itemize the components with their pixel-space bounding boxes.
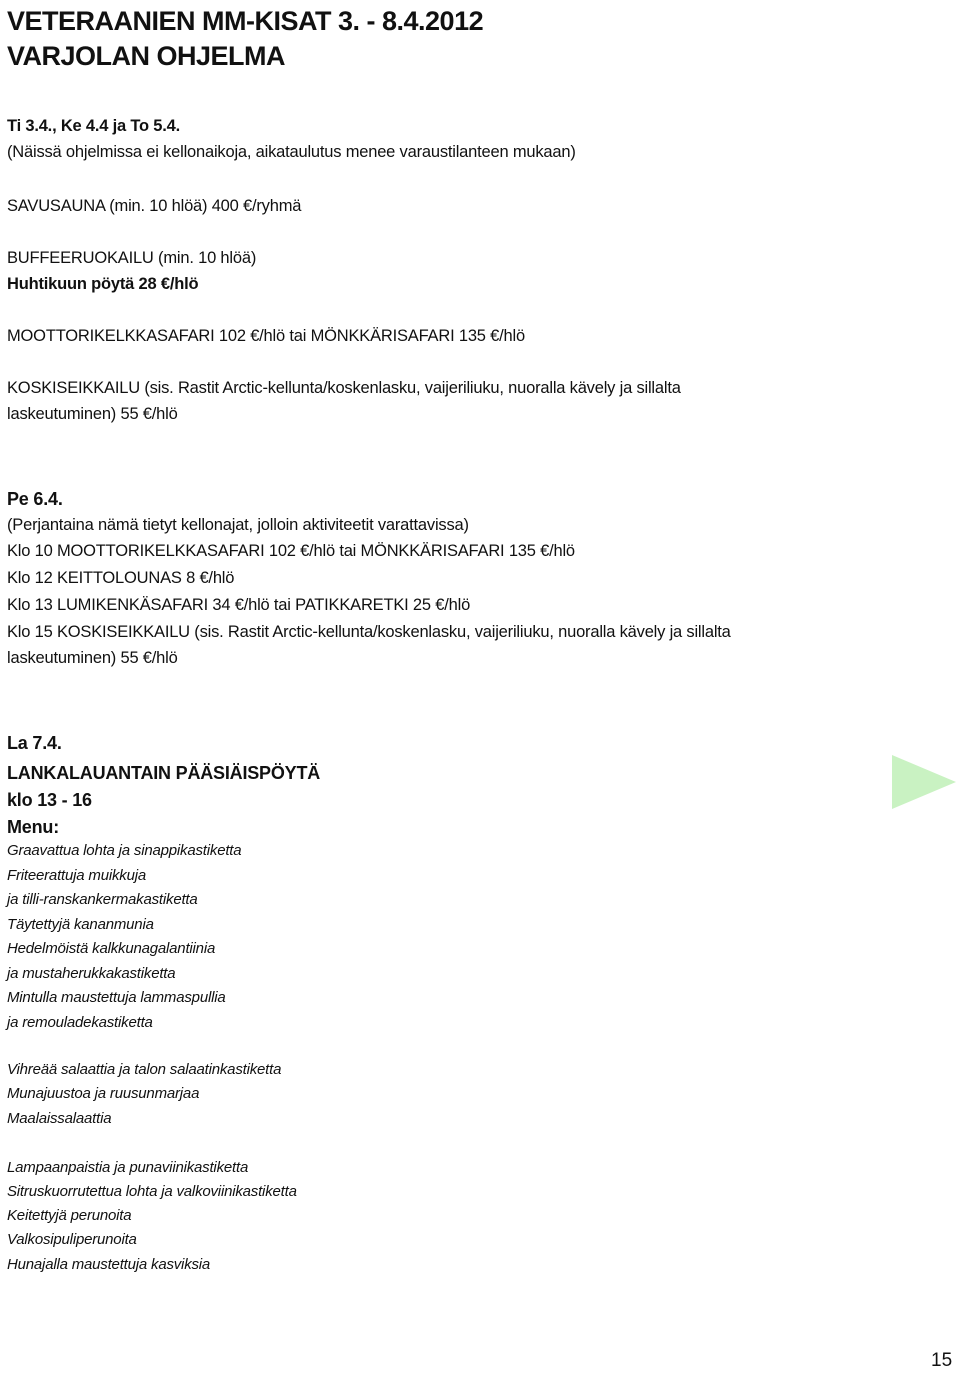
- menu-item: ja tilli-ranskankermakastiketta: [7, 891, 198, 908]
- document-title: VETERAANIEN MM-KISAT 3. - 8.4.2012: [7, 6, 484, 36]
- menu-item: Graavattua lohta ja sinappikastiketta: [7, 842, 242, 859]
- section2-heading: Pe 6.4.: [7, 489, 63, 509]
- menu-item: Maalaissalaattia: [7, 1110, 112, 1127]
- menu-item: Mintulla maustettuja lammaspullia: [7, 989, 226, 1006]
- menu-label: Menu:: [7, 817, 59, 837]
- section3-heading: La 7.4.: [7, 733, 62, 753]
- menu-item: Vihreää salaattia ja talon salaatinkastiketta: [7, 1061, 282, 1078]
- menu-item: Keitettyjä perunoita: [7, 1207, 132, 1224]
- menu-item: Valkosipuliperunoita: [7, 1231, 137, 1248]
- menu-item: Hunajalla maustettuja kasviksia: [7, 1256, 211, 1273]
- buffet-price: Huhtikuun pöytä 28 €/hlö: [7, 275, 199, 293]
- savusauna-name: SAVUSAUNA: [7, 197, 105, 215]
- menu-item: Hedelmöistä kalkkunagalantiinia: [7, 940, 216, 957]
- koski-name: KOSKISEIKKAILU: [7, 379, 140, 397]
- section1-heading: Ti 3.4., Ke 4.4 ja To 5.4.: [7, 117, 181, 135]
- menu-item: ja mustaherukkakastiketta: [7, 965, 176, 982]
- safari-line: MOOTTORIKELKKASAFARI 102 €/hlö tai MÖNKKÄRISAFARI 135 €/hlö: [7, 327, 525, 345]
- section2-note: (Perjantaina nämä tietyt kellonajat, jolloin aktiviteetit varattavissa): [7, 516, 469, 534]
- section2-line: Klo 12 KEITTOLOUNAS 8 €/hlö: [7, 569, 235, 587]
- menu-item: Täytettyjä kananmunia: [7, 916, 154, 933]
- section2-line: Klo 13 LUMIKENKÄSAFARI 34 €/hlö tai PATIKKARETKI 25 €/hlö: [7, 596, 471, 614]
- section3-title: LANKALAUANTAIN PÄÄSIÄISPÖYTÄ: [7, 763, 321, 783]
- savusauna-line: [7, 197, 301, 216]
- buffet-name: BUFFEERUOKAILU: [7, 249, 154, 267]
- koski-line2: laskeutuminen) 55 €/hlö: [7, 405, 178, 423]
- play-arrow-icon: [892, 755, 956, 809]
- section2-line: Klo 10 MOOTTORIKELKKASAFARI 102 €/hlö tai MÖNKKÄRISAFARI 135 €/hlö: [7, 542, 575, 560]
- document-subtitle: VARJOLAN OHJELMA: [7, 41, 286, 71]
- section1-note: (Näissä ohjelmissa ei kellonaikoja, aikataulutus menee varaustilanteen mukaan): [7, 143, 576, 161]
- koski-line: [7, 379, 681, 398]
- menu-item: ja remouladekastiketta: [7, 1014, 153, 1031]
- menu-item: Lampaanpaistia ja punaviinikastiketta: [7, 1159, 249, 1176]
- buffet-line: [7, 249, 256, 268]
- koski-detail: (sis. Rastit Arctic-kellunta/koskenlasku, vaijeriliuku, nuoralla kävely ja sillalta: [139, 379, 681, 397]
- section2-line: Klo 15 KOSKISEIKKAILU (sis. Rastit Arctic-kellunta/koskenlasku, vaijeriliuku, nuoralla kävely ja sillalta: [7, 623, 731, 641]
- section2-line: laskeutuminen) 55 €/hlö: [7, 649, 178, 667]
- buffet-detail: (min. 10 hlöä): [153, 249, 257, 267]
- menu-item: Sitruskuorrutettua lohta ja valkoviinikastiketta: [7, 1183, 297, 1200]
- menu-item: Friteerattuja muikkuja: [7, 867, 146, 884]
- savusauna-detail: (min. 10 hlöä) 400 €/ryhmä: [104, 197, 302, 215]
- menu-item: Munajuustoa ja ruusunmarjaa: [7, 1085, 200, 1102]
- section3-time: klo 13 - 16: [7, 790, 92, 810]
- page-number: 15: [931, 1350, 953, 1371]
